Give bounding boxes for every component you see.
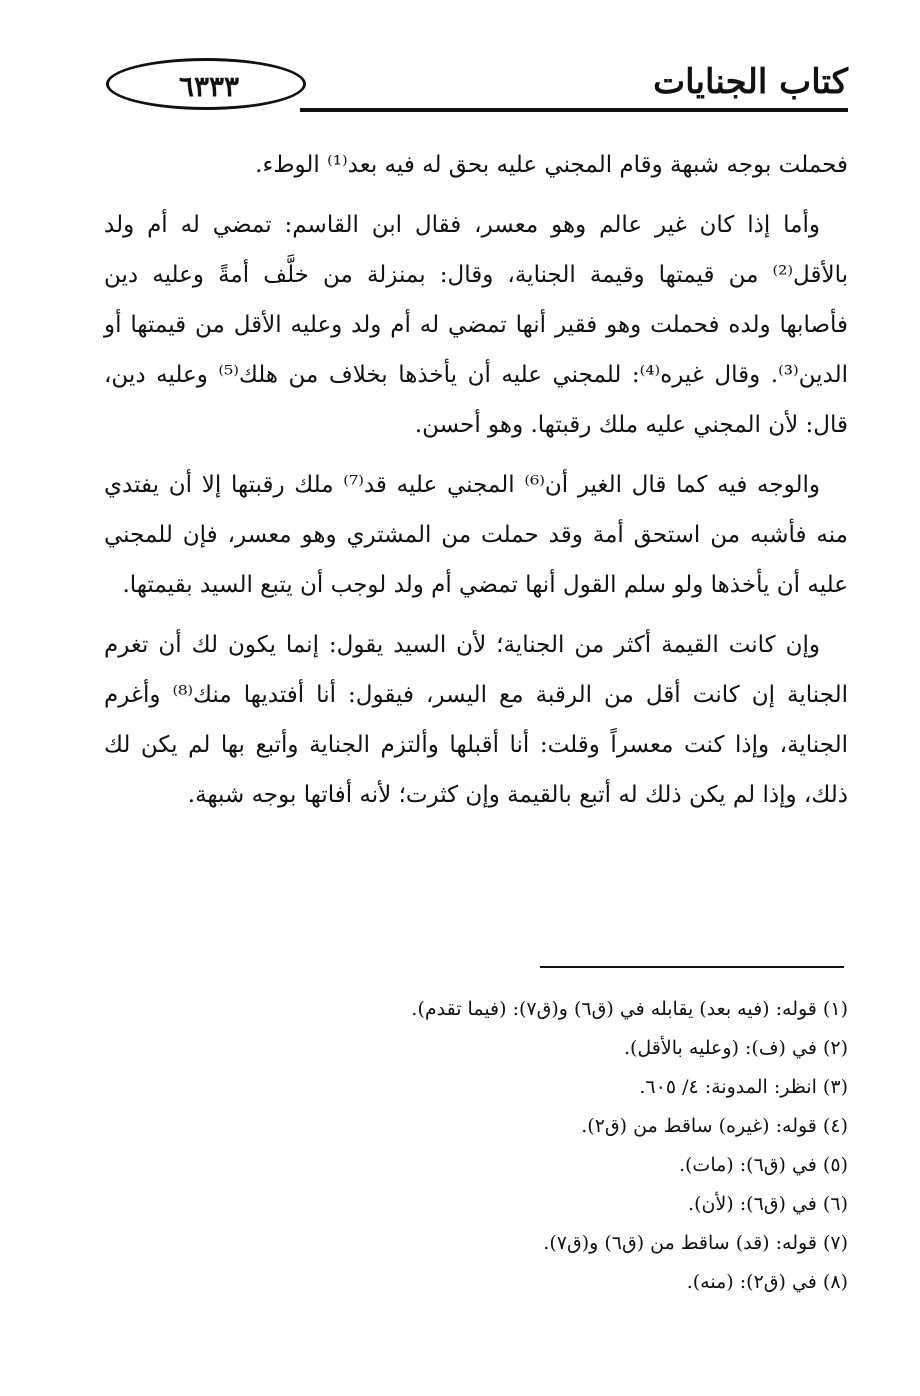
page-header: [100, 48, 848, 118]
page-number: ٦٣٣٣: [178, 70, 240, 103]
footnote-separator: [540, 966, 844, 968]
running-title: كتاب الجنايات: [653, 62, 848, 102]
main-text: [104, 140, 848, 830]
footnote: (٥) في (ق٦): (مات).: [678, 1154, 848, 1176]
page-number-frame: [106, 58, 306, 110]
footnote: (٧) قوله: (قد) ساقط من (ق٦) و(ق٧).: [543, 1232, 848, 1254]
paragraph: والوجه فيه كما قال الغير أن⁽⁶⁾ المجني عليه قد⁽⁷⁾ ملك رقبتها إلا أن يفتدي منه فأشبه من استحق أمة وقد حملت من المشتري وهو معسر، فإن للمجني عليه أن يأخذها ولو سلم القول أنها تمضي أم ولد لوجب أن يتبع السيد بقيمتها.: [104, 472, 848, 598]
header-rule: [300, 108, 848, 112]
footnote: (٢) في (ف): (وعليه بالأقل).: [623, 1037, 848, 1059]
footnote: (٤) قوله: (غيره) ساقط من (ق٢).: [581, 1115, 848, 1137]
footnote: (١) قوله: (فيه بعد) يقابله في (ق٦) و(ق٧): (فيما تقدم).: [411, 998, 848, 1020]
paragraph: وأما إذا كان غير عالم وهو معسر، فقال ابن القاسم: تمضي له أم ولد بالأقل⁽²⁾ من قيمتها وقيمة الجناية، وقال: بمنزلة من خلَّف أمةً وعليه دين فأصابها ولده فحملت وهو فقير أنها تمضي له أم ولد وعليه الأقل من قيمتها أو الدين⁽³⁾. وقال غيره⁽⁴⁾: للمجني عليه أن يأخذها بخلاف من هلك⁽⁵⁾ وعليه دين، قال: لأن المجني عليه ملك رقبتها. وهو أحسن.: [104, 212, 848, 438]
footnote: (٦) في (ق٦): (لأن).: [688, 1193, 848, 1215]
footnote: (٣) انظر: المدونة: ٤/ ٦٠٥.: [639, 1076, 848, 1098]
paragraph: فحملت بوجه شبهة وقام المجني عليه بحق له فيه بعد⁽¹⁾ الوطء.: [255, 152, 848, 178]
footnotes: [104, 990, 848, 1302]
paragraph: وإن كانت القيمة أكثر من الجناية؛ لأن السيد يقول: إنما يكون لك أن تغرم الجناية إن كانت أقل من الرقبة مع اليسر، فيقول: أنا أفتديها منك⁽⁸⁾ وأغرم الجناية، وإذا كنت معسراً وقلت: أنا أقبلها وألتزم الجناية وأتبع بها لم يكن لك ذلك، وإذا لم يكن ذلك له أتبع بالقيمة وإن كثرت؛ لأنه أفاتها بوجه شبهة.: [104, 632, 848, 808]
footnote: (٨) في (ق٢): (منه).: [686, 1271, 848, 1293]
